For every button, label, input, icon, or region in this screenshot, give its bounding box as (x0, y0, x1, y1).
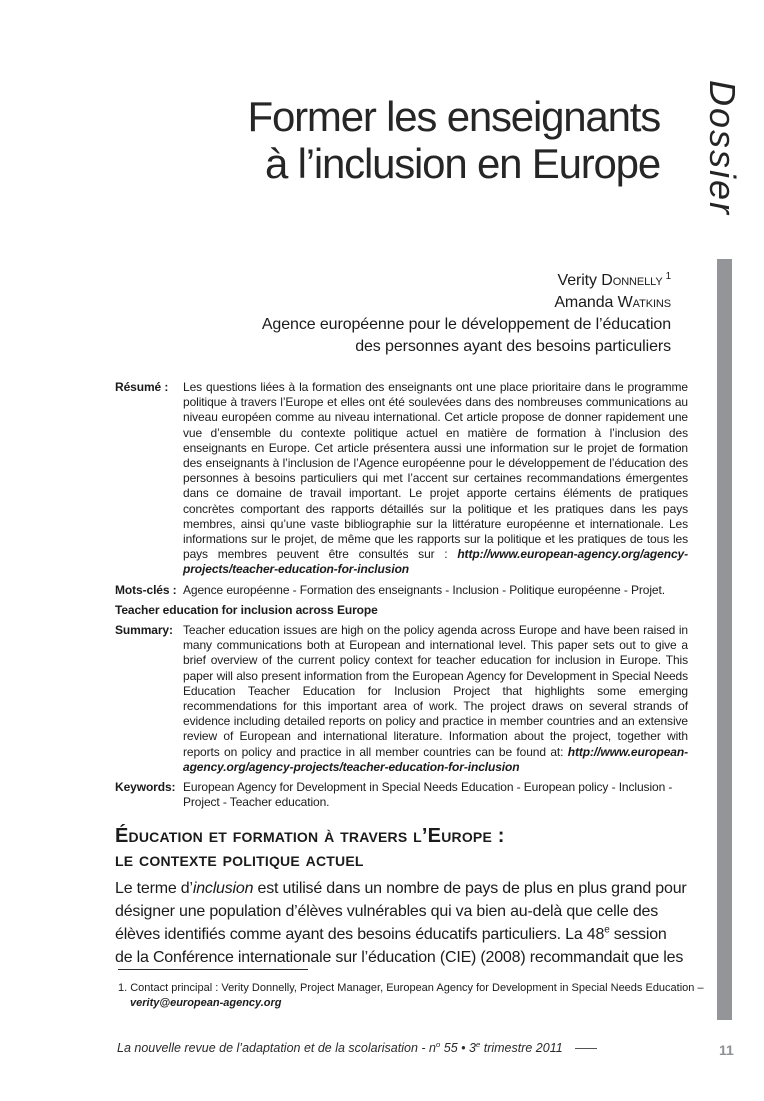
motscles-row (115, 583, 688, 598)
summary-label: Summary: (115, 623, 173, 638)
decorative-side-bar (717, 259, 732, 1020)
body-paragraph (115, 877, 688, 969)
dossier-rubric-label: Dossier (702, 80, 743, 217)
author-2 (262, 292, 671, 314)
page-number: 11 (719, 1042, 734, 1058)
affiliation-line2: des personnes ayant des besoins particuliers (355, 338, 671, 355)
footnote-text: Contact principal : Verity Donnelly, Project Manager, European Agency for Development in Special Needs Education – (130, 982, 704, 994)
summary-project-url[interactable]: http://www.european-agency.org/agency-projects/teacher-education-for-inclusion (183, 744, 688, 774)
journal-footer (117, 1041, 597, 1055)
resume-body: Les questions liées à la formation des enseignants ont une place prioritaire dans le programme politique à travers l’Europe et elles ont été soulevées dans des nombreuses communications au niveau européen comme au niveau international. Cet article propose de donner rapidement une vue d’ensemble du contexte politique actuel en matière de formation à l’inclusion des enseignants en Europe. Cet article présentera aussi une information sur le projet de formation des enseignants à l’inclusion de l’Agence européenne pour le développement de l’éducation des personnes à besoins particuliers qui met l’accent sur certaines recommandations émergentes dans ce domaine de travail important. Le projet apporte certains éléments de pratiques concrètes comportant des rapports détaillés sur la politique et les pratiques dans les pays membres, ainsi qu’une vaste bibliographie sur la littérature européenne et internationale. Les informations sur le projet, de même que les rapports sur la politique et les pratiques de tous les pays membres peuvent être consultés sur : (183, 380, 688, 562)
abstract-block (115, 380, 688, 815)
body-part2: est utilisé dans un nombre de pays de plus en plus grand pour désigner une population d’élèves vulnérables qui va bien au-delà que celle des élèves identifiés comme ayant des besoins éducatifs particuliers. La 48 (115, 880, 687, 943)
author-2-lastname: Watkins (617, 294, 671, 311)
footer-sup-o: o (435, 1039, 441, 1049)
summary-row (115, 623, 688, 775)
footnote (118, 981, 718, 1010)
authors-block (262, 270, 671, 358)
footnote-email[interactable]: verity@european-agency.org (130, 996, 282, 1009)
body-part1: Le terme d’ (115, 880, 193, 897)
footer-divider-line (575, 1048, 597, 1049)
summary-text (183, 623, 688, 775)
body-ordinal-sup: e (604, 924, 610, 936)
footnote-number: 1. (118, 982, 131, 994)
keywords-text: European Agency for Development in Special Needs Education - European policy - Inclusion - Project - Teacher education. (183, 780, 673, 810)
resume-row (115, 380, 688, 578)
footer-issue: 55 • 3 (440, 1041, 476, 1055)
motscles-label: Mots-clés : (115, 582, 177, 597)
author-2-firstname: Amanda (554, 294, 618, 311)
footer-journal-name: La nouvelle revue de l’adaptation et de la scolarisation - n (117, 1041, 436, 1055)
resume-text (183, 380, 688, 578)
author-1-firstname: Verity (557, 272, 602, 289)
footnote-divider (118, 969, 308, 970)
body-italic-inclusion: inclusion (192, 880, 254, 897)
footnote-reference: 1 (665, 270, 671, 282)
article-title (248, 93, 660, 187)
footer-year: trimestre 2011 (480, 1041, 563, 1055)
author-1 (262, 270, 671, 292)
author-1-lastname: Donnelly (601, 272, 663, 289)
section-heading-line2: le contexte politique actuel (115, 849, 364, 871)
summary-body: Teacher education issues are high on the policy agenda across Europe and have been raised in many communications both at European and international level. This paper sets out to give a brief overview of the current policy context for teacher education for inclusion in Europe. This paper will also present information from the European Agency for Development in Special Needs Education Teacher Education for Inclusion Project that highlights some emerging recommendations for this important area of work. The project draws on several strands of evidence including detailed reports on policy and practice in member countries and an extensive review of European and international literature. Information about the project, together with reports on policy and practice in all member countries can be found at: (183, 623, 688, 759)
section-heading-line1: Éducation et formation à travers l’Europe : (115, 825, 505, 847)
resume-label: Résumé : (115, 380, 169, 394)
resume-project-url[interactable]: http://www.european-agency.org/agency-projects/teacher-education-for-inclusion (183, 547, 688, 577)
section-heading (115, 824, 505, 872)
article-title-line1: Former les enseignants (247, 93, 660, 140)
affiliation-line1: Agence européenne pour le développement de l’éducation (261, 316, 671, 333)
article-title-line2: à l’inclusion en Europe (264, 140, 660, 187)
keywords-label: Keywords: (115, 780, 176, 795)
footer-sup-e: e (475, 1039, 481, 1049)
english-title: Teacher education for inclusion across Europe (115, 602, 378, 617)
keywords-row (115, 780, 688, 810)
motscles-text: Agence européenne - Formation des enseignants - Inclusion - Politique européenne - Projet. (183, 582, 665, 597)
body-part3: session de la Conférence internationale sur l’éducation (CIE) (2008) recommandait que les (115, 926, 684, 966)
journal-footer-text (117, 1041, 563, 1055)
